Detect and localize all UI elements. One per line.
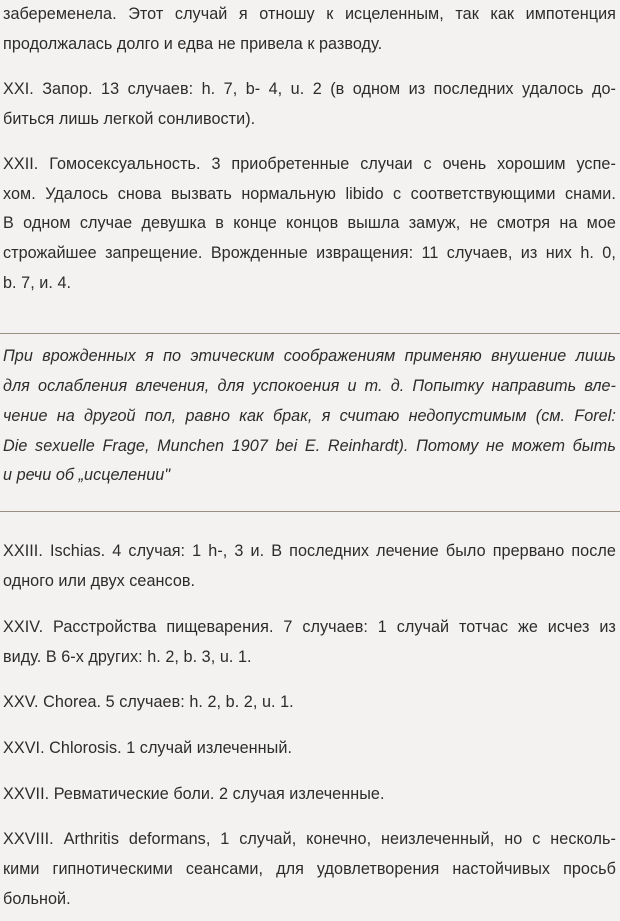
divider-bottom [0, 511, 620, 512]
text-line: одного или двух сеансов. [3, 572, 196, 590]
text-line: виду. В 6-х других: h. 2, b. 3, u. 1. [3, 648, 252, 666]
text-line: строжайшее запрещение. Врожденные извращения: 11 случаев, из них h. 0, [3, 244, 616, 262]
text-line: XXVI. Chlorosis. 1 случай излеченный. [3, 739, 292, 757]
text-line: забеременела. Этот случай я отношу к исцеленным, так как импотенция [3, 5, 616, 23]
text-line: XXII. Гомосексуальность. 3 приобретенные случаи с очень хорошим успе- [3, 155, 616, 173]
note-line: Die sexuelle Frage, Munchen 1907 bei E. Reinhardt). Потому не может быть [3, 437, 616, 455]
text-line: больной. [3, 890, 71, 908]
text-line: В одном случае девушка в конце концов вышла замуж, не смотря на мое [3, 214, 616, 232]
text-line: XXI. Запор. 13 случаев: h. 7, b- 4, u. 2 (в одном из последних удалось до- [3, 80, 616, 98]
text-line: XXIII. Ischias. 4 случая: 1 h-, 3 и. В последних лечение было прервано после [3, 542, 616, 560]
note-line: При врожденных я по этическим соображениям применяю внушение лишь [3, 347, 616, 365]
divider-top [0, 333, 620, 334]
text-line: хом. Удалось снова вызвать нормальную libido с соответствующими снами. [3, 185, 616, 203]
note-line: и речи об „исцелении" [3, 466, 171, 484]
note-line: для ослабления влечения, для успокоения и т. д. Попытку направить вле- [3, 377, 616, 395]
text-line: биться лишь легкой сонливости). [3, 110, 256, 128]
text-line: кими гипнотическими сеансами, для удовлетворения настойчивых просьб [3, 860, 616, 878]
text-line: XXVIII. Arthritis deformans, 1 случай, конечно, неизлеченный, но с несколь- [3, 830, 616, 848]
text-line: XXIV. Расстройства пищеварения. 7 случаев: 1 случай тотчас же исчез из [3, 618, 616, 636]
text-line: XXVII. Ревматические боли. 2 случая излеченные. [3, 785, 385, 803]
text-line: XXV. Chorea. 5 случаев: h. 2, b. 2, u. 1. [3, 693, 294, 711]
text-line: b. 7, и. 4. [3, 274, 72, 292]
text-line: продолжалась долго и едва не привела к разводу. [3, 35, 383, 53]
note-line: чение на другой пол, равно как брак, я считаю недопустимым (см. Forel: [3, 407, 616, 425]
